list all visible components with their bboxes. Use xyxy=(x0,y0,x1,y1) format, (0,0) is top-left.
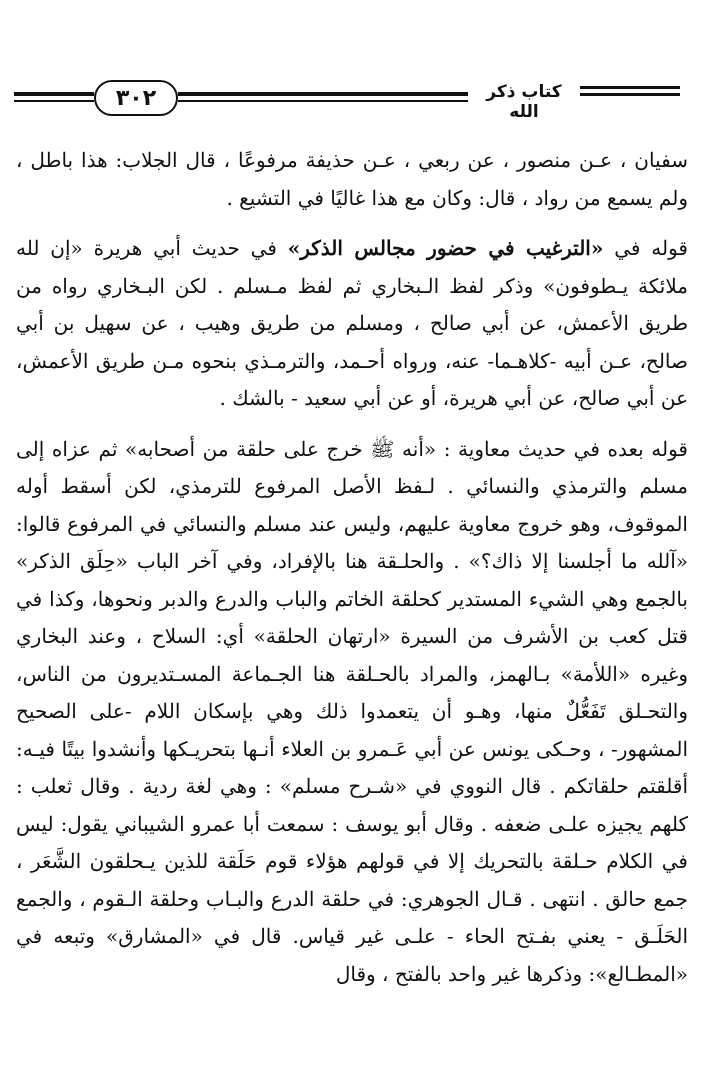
paragraph-lead: قوله في xyxy=(603,236,688,260)
chapter-title-quote: «الترغيب في حضور مجالس الذكر» xyxy=(287,236,604,260)
paragraph-text: في حديث أبي هريرة «إن لله ملائكة يـطوفون» وذكر لفظ الـبخاري ثم لفظ مـسلم . لكن البـخاري رواه من طريق الأعمش، عن أبي صالح ، ومسلم من طريق وهيب ، عن سهيل بن أبي صالح، عـن أبيه -كلاهـما- عنه، ورواه أحـمد، والترمـذي بنحوه مـن طريق الأعمش، عن أبي صالح، عن أبي هريرة، أو عن أبي سعيد - بالشك . xyxy=(16,236,688,410)
paragraph-text: سفيان ، عـن منصور ، عن ربعي ، عـن حذيفة مرفوعًا ، قال الجلاب: هذا باطل ، ولم يسمع من رواد ، قال: وكان مع هذا غاليًا في التشيع . xyxy=(16,148,688,210)
page-number-frame xyxy=(94,80,178,116)
header-rule xyxy=(580,93,680,96)
header-rule xyxy=(178,92,468,96)
page-number: ٣٠٢ xyxy=(115,85,157,111)
running-title: كتاب ذكر الله xyxy=(486,82,562,122)
header-rule xyxy=(580,86,680,89)
page-header xyxy=(14,80,689,120)
body-text xyxy=(16,142,688,993)
paragraph-text: قوله بعده في حديث معاوية : «أنه ﷺ خرج على حلقة من أصحابه» ثم عزاه إلى مسلم والترمذي والنسائي . لـفظ الأصل المرفوع للترمذي، لكن أسقط أوله الموقوف، وهو خروج معاوية عليهم، وليس عند مسلم والنسائي في المرفوع قالوا: «آلله ما أجلسنا إلا ذاك؟» . والحلـقة هنا بالإفراد، وفي آخر الباب «حِلَق الذكر» بالجمع وهي الشيء المستدير كحلقة الخاتم والباب والدرع والدبر ونحوها، وكذا في قتل كعب بن الأشرف من السيرة «ارتهان الحلقة» أي: السلاح ، وعند البخاري وغيره «اللأمة» بـالهمز، والمراد بالحـلقة هنا الجـماعة المسـتديرون من الناس، والتحـلق تَفَعُّلٌ منها، وهـو أن يتعمدوا ذلك وهي بإسكان اللام -على الصحيح المشهور- ، وحـكى يونس عن أبي عَـمرو بن العلاء أنـها بتحريـكها وأنشدوا بيتًا فيـه: أقلقتم حلقاتكم . قال النووي في «شـرح مسلم» : وهي لغة ردية . وقال ثعلب : كلهم يجيزه علـى ضعفه . وقال أبو يوسف : سمعت أبا عمرو الشيباني يقول: ليس في الكلام حـلقة بالتحريك إلا في قولهم هؤلاء قوم حَلَقة للذين يـحلقون الشَّعَر ، جمع حالق . انتهى . قـال الجوهري: في حلقة الدرع والبـاب وحلقة الـقوم ، والجمع الحَلَـق - يعني بفـتح الحاء - علـى غير قياس. قال في «المشارق» وتبعه في «المطـالع»: وذكرها غير واحد بالفتح ، وقال xyxy=(16,436,688,986)
paragraph xyxy=(16,230,688,418)
header-rule xyxy=(14,100,94,102)
paragraph xyxy=(16,142,688,217)
header-rule xyxy=(14,92,94,96)
paragraph xyxy=(16,431,688,994)
header-rule xyxy=(178,100,468,102)
